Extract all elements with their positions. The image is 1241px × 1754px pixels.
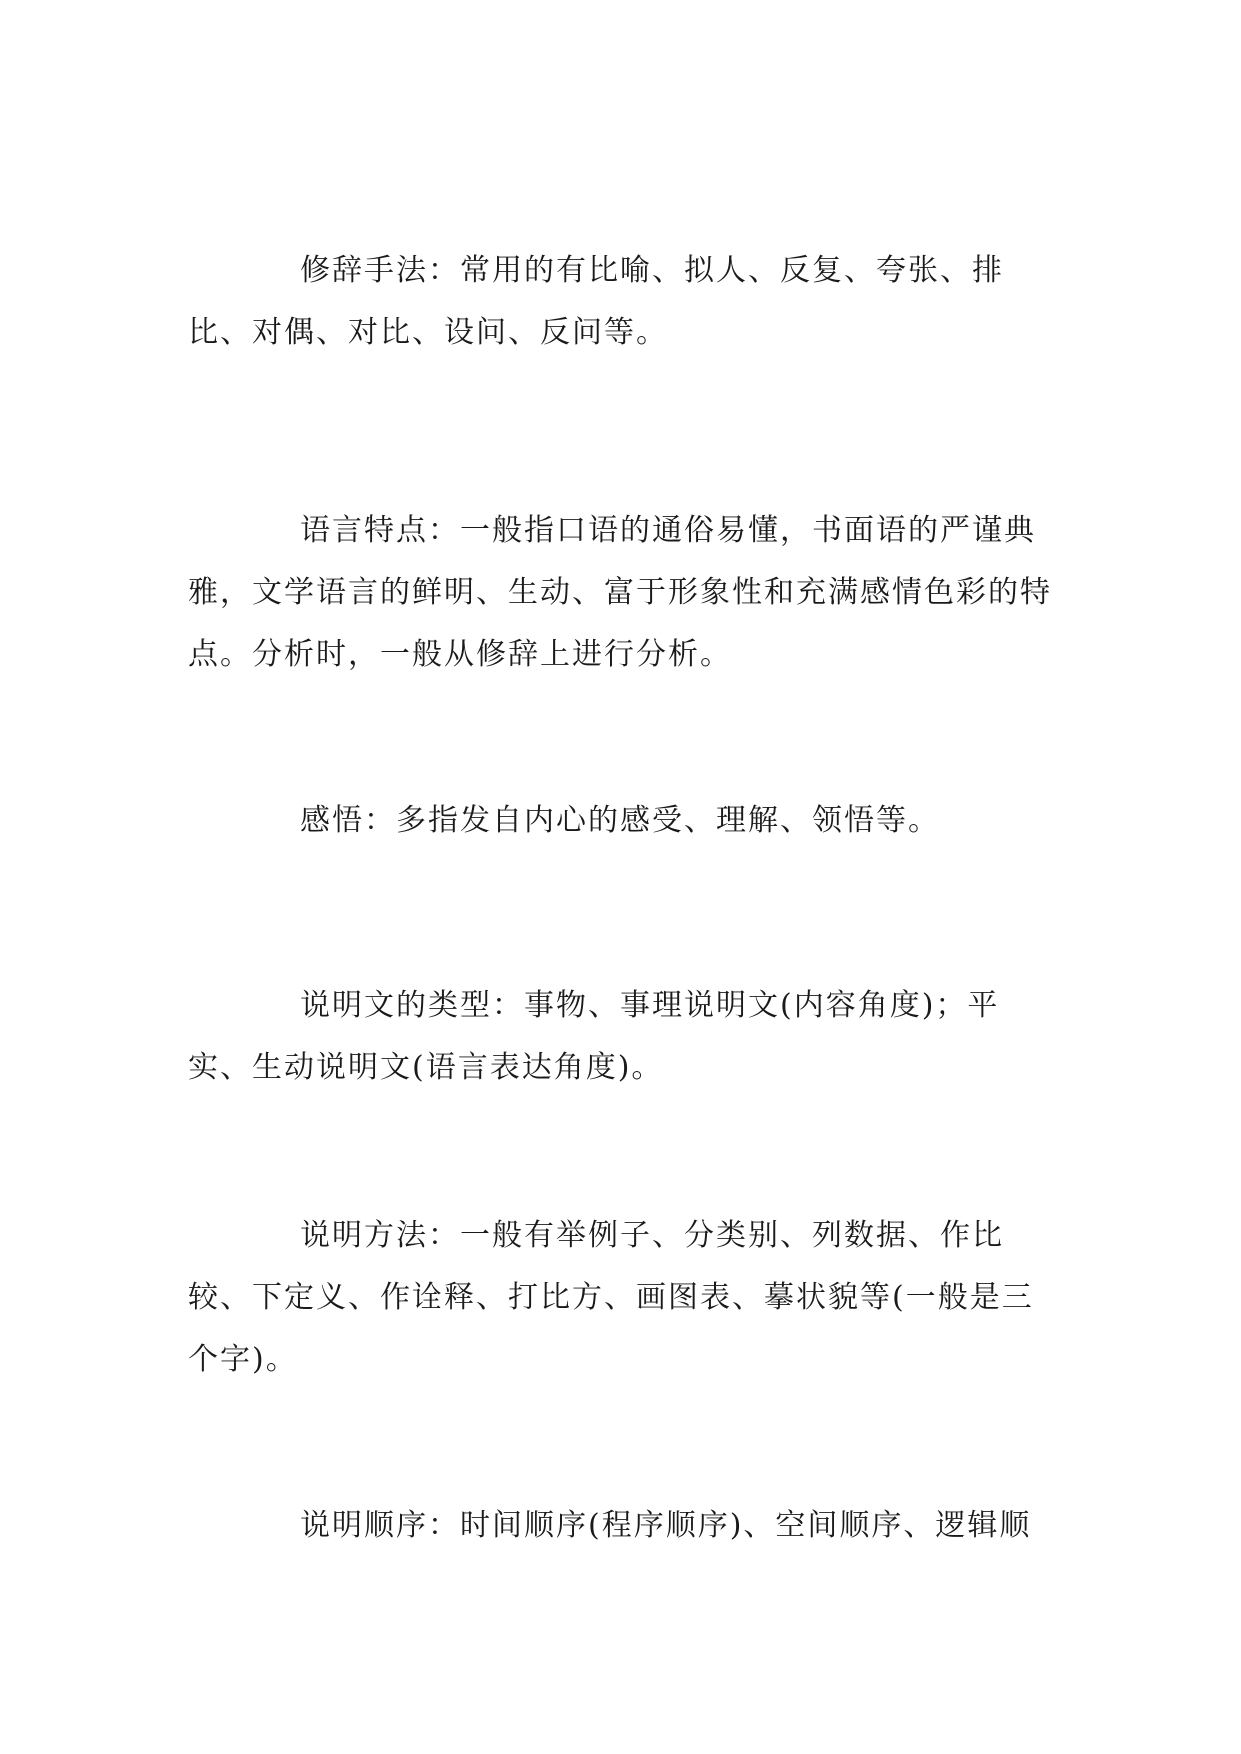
paragraph-explanation-order: 说明顺序：时间顺序(程序顺序)、空间顺序、逻辑顺 [300, 1508, 1032, 1543]
paragraph-insight: 感悟：多指发自内心的感受、理解、领悟等。 [300, 803, 940, 838]
paragraph-explanation-methods: 说明方法：一般有举例子、分类别、列数据、作比较、下定义、作诠释、打比方、画图表、摹状貌等(一般是三个字)。 [188, 1218, 1034, 1377]
paragraph-rhetorical-devices: 修辞手法：常用的有比喻、拟人、反复、夸张、排比、对偶、对比、设问、反问等。 [188, 253, 1004, 350]
paragraph-language-features: 语言特点：一般指口语的通俗易懂，书面语的严谨典雅，文学语言的鲜明、生动、富于形象性和充满感情色彩的特点。分析时，一般从修辞上进行分析。 [188, 513, 1052, 672]
paragraph-expository-types: 说明文的类型：事物、事理说明文(内容角度)；平实、生动说明文(语言表达角度)。 [188, 988, 1000, 1085]
